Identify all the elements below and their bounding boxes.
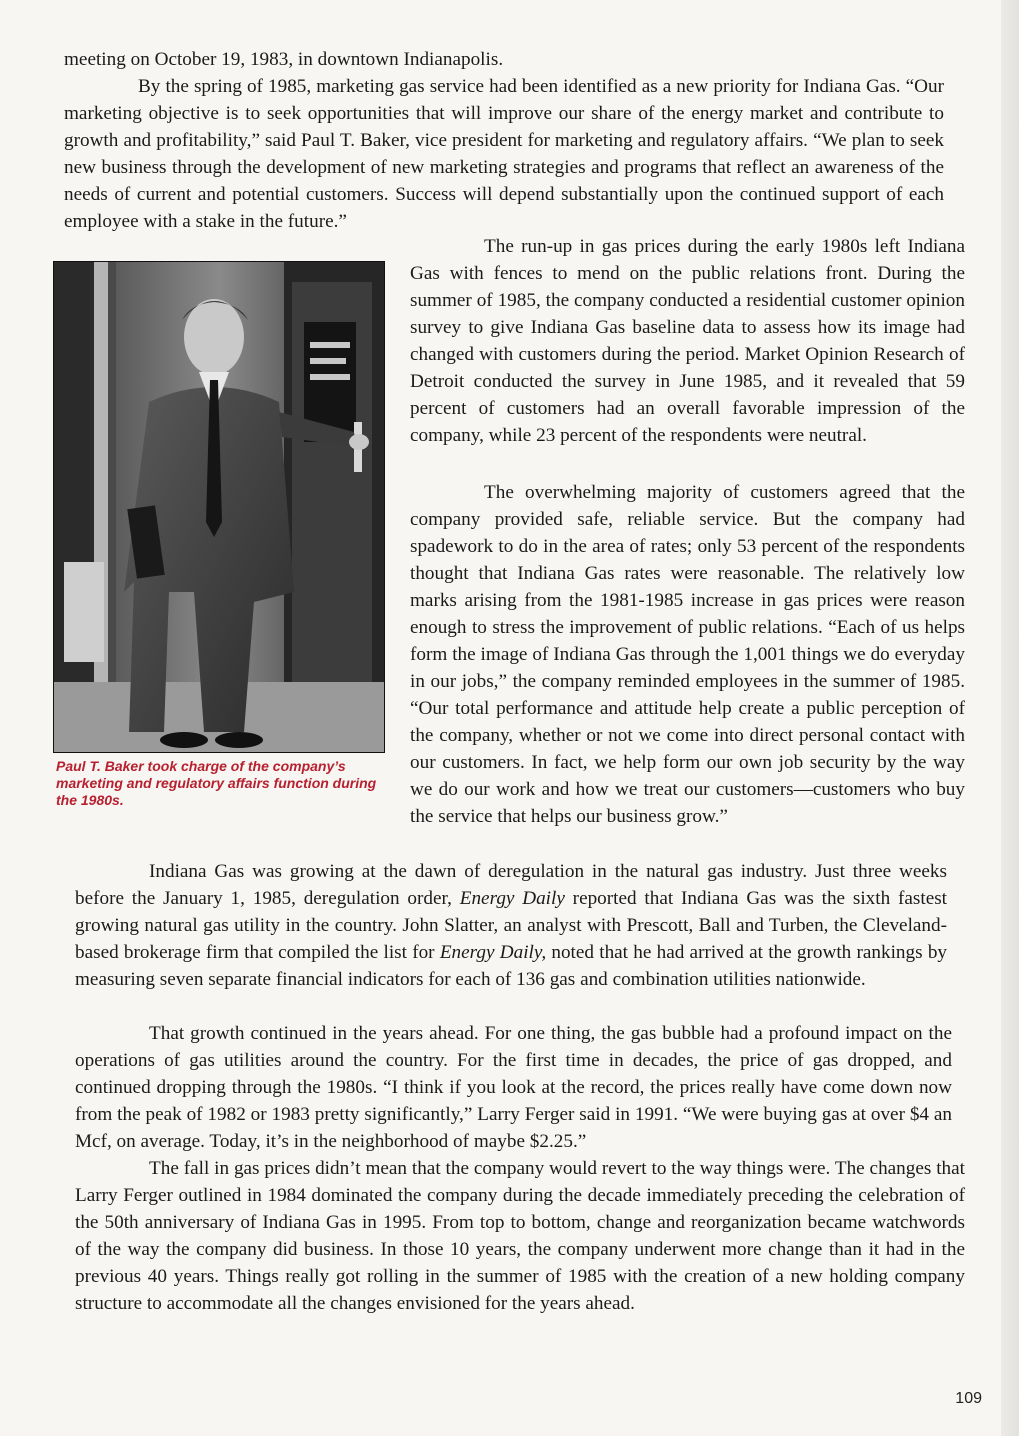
paragraph-holding-company: The fall in gas prices didn’t mean that the company would revert to the way things were. The changes that Larry Ferger outlined in 1984 dominated the company during the decade immediately preceding the celebration of the 50th anniversary of Indiana Gas in 1995. From top to bottom, change and reorganization became watchwords of the way the company did business. In those 10 years, the company underwent more change than it had in the previous 40 years. Things really got rolling in the summer of 1985 with the creation of a new holding company structure to accommodate all the changes envisioned for the years ahead. — [75, 1158, 965, 1314]
publication-energy-daily-2: Energy Daily, — [439, 942, 547, 963]
page-number: 109 — [955, 1390, 982, 1407]
photo-caption: Paul T. Baker took charge of the company’s marketing and regulatory affairs function during the 1980s. — [56, 758, 377, 808]
p5-text-1: Indiana Gas was growing at the dawn of deregulation in the natural gas industry. Just three weeks before the January 1, 1985, deregulation order, — [75, 861, 947, 909]
publication-energy-daily: Energy Daily — [459, 888, 565, 909]
photo-paul-baker — [53, 261, 385, 753]
paragraph-marketing-priority: By the spring of 1985, marketing gas service had been identified as a new priority for Indiana Gas. “Our marketing objective is to seek opportunities that will improve our share of the energy market and contribute to growth and profitability,” said Paul T. Baker, vice president for marketing and regulatory affairs. “We plan to seek new business through the development of new marketing strategies and programs that reflect an awareness of the needs of current and potential customers. Success will depend substantially upon the continued support of each employee with a stake in the future.” — [64, 76, 944, 232]
paragraph-continuation: meeting on October 19, 1983, in downtown Indianapolis. — [64, 49, 504, 70]
paragraph-public-relations: The overwhelming majority of customers agreed that the company provided safe, reliable service. But the company had spadework to do in the area of rates; only 53 percent of the respondents thought that Indiana Gas rates were reasonable. The relatively low marks arising from the 1981-1985 increase in gas prices were reason enough to stress the improvement of public relations. “Each of us helps form the image of Indiana Gas through the 1,001 things we do everyday in our jobs,” the company reminded employees in the summer of 1985. “Our total performance and attitude help create a public perception of the company, whether or not we come into direct personal contact with our customers. In fact, we help form our own job security by the way we do our work and how we treat our customers—customers who buy the service that helps our business grow.” — [410, 482, 965, 827]
paragraph-customer-survey: The run-up in gas prices during the early 1980s left Indiana Gas with fences to mend on the public relations front. During the summer of 1985, the company conducted a residential customer opinion survey to give Indiana Gas baseline data to assess how its image had changed with customers during the period. Market Opinion Research of Detroit conducted the survey in June 1985, and it revealed that 59 percent of customers had an overall favorable impression of the company, while 23 percent of the respondents were neutral. — [410, 236, 965, 446]
p5-text-3: noted that he had arrived at the growth rankings by measuring seven separate financial indicators for each of 136 gas and combination utilities nationwide. — [75, 942, 948, 990]
page-edge — [1001, 0, 1019, 1436]
photo-illustration — [54, 262, 384, 752]
p5-text-2: reported that Indiana Gas was the sixth fastest growing natural gas utility in the country. John Slatter, an analyst with Prescott, Ball and Turben, the Cleveland-based brokerage firm that compiled the list for — [75, 888, 948, 963]
paragraph-deregulation — [75, 858, 947, 993]
paragraph-gas-bubble: That growth continued in the years ahead. For one thing, the gas bubble had a profound impact on the operations of gas utilities around the country. For the first time in decades, the price of gas dropped, and continued dropping through the 1980s. “I think if you look at the record, the prices really have come down now from the peak of 1982 or 1983 pretty significantly,” Larry Ferger said in 1991. “We were buying gas at over $4 an Mcf, on average. Today, it’s in the neighborhood of maybe $2.25.” — [75, 1023, 952, 1152]
